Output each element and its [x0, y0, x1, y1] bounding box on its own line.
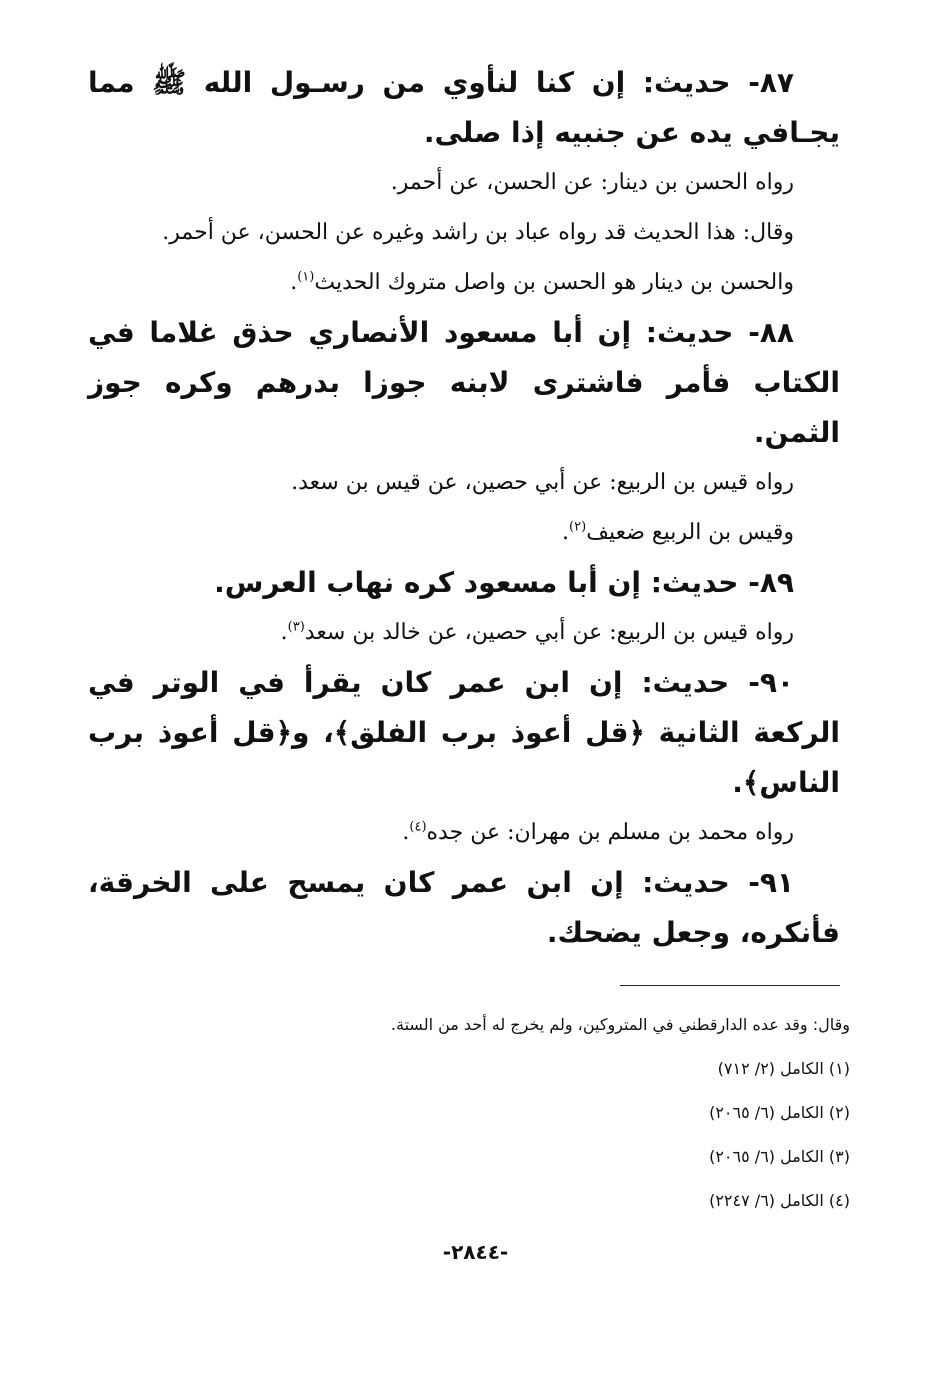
hadith-text: إن ابن عمر كان يمسح على الخرقة، فأنكره، وجعل يضحك. [88, 866, 840, 949]
hadith-label: حديث: [642, 66, 731, 99]
footnote-1: (١) الكامل (٢/ ٧١٢) [717, 1059, 850, 1078]
hadith-number: ٩٠- [748, 666, 795, 699]
note-text: والحسن بن دينار هو الحسن بن واصل متروك الحديث [314, 270, 794, 295]
footnote-marker: (١) [297, 269, 315, 285]
hadith-number: ٨٩- [748, 566, 794, 599]
note-text: رواه محمد بن مسلم بن مهران: عن جده [426, 820, 794, 845]
hadith-label: حديث: [645, 316, 734, 349]
page-number: -٢٨٤٤- [442, 1240, 509, 1264]
hadith-90 [88, 658, 840, 808]
footnote-continuation: وقال: وقد عده الدارقطني في المتروكين، ولم يخرج له أحد من الستة. [390, 1015, 850, 1034]
footnote-divider [620, 985, 840, 986]
footnote-marker: (٢) [569, 519, 587, 535]
footnote-marker: (٤) [409, 819, 427, 835]
hadith-text: إن كنا لنأوي من رسـول الله ﷺ مما يجـافي يده عن جنبيه إذا صلى. [88, 66, 840, 149]
narration-note [88, 258, 840, 308]
narration-note [88, 508, 840, 558]
narration-note: رواه قيس بن الربيع: عن أبي حصين، عن قيس بن سعد. [291, 470, 794, 495]
hadith-number: ٩١- [748, 866, 795, 899]
hadith-88 [88, 308, 840, 458]
note-text: رواه قيس بن الربيع: عن أبي حصين، عن خالد بن سعد [304, 620, 794, 645]
hadith-label: حديث: [641, 666, 730, 699]
hadith-87 [88, 58, 840, 158]
note-tail: . [402, 820, 410, 845]
footnotes [88, 1003, 850, 1223]
hadith-91 [88, 858, 840, 958]
note-tail: . [280, 620, 288, 645]
footnote-marker: (٣) [287, 619, 305, 635]
narration-note [88, 808, 840, 858]
note-tail: . [562, 520, 570, 545]
hadith-label: حديث: [642, 866, 730, 899]
hadith-89 [88, 558, 840, 608]
hadith-text: إن أبا مسعود كره نهاب العرس. [214, 566, 641, 599]
hadith-label: حديث: [650, 566, 739, 599]
hadith-number: ٨٨- [748, 316, 795, 349]
note-tail: . [290, 270, 298, 295]
footnote-2: (٢) الكامل (٦/ ٢٠٦٥) [709, 1103, 850, 1122]
narration-note [88, 608, 840, 658]
note-text: وقيس بن الربيع ضعيف [586, 520, 794, 545]
narration-note: رواه الحسن بن دينار: عن الحسن، عن أحمر. [390, 170, 794, 195]
hadith-text: إن أبا مسعود الأنصاري حذق غلاما في الكتاب فأمر فاشترى لابنه جوزا بدرهم وكره جوز الثمن. [88, 316, 840, 449]
hadith-text: إن ابن عمر كان يقرأ في الوتر في الركعة الثانية ﴿قل أعوذ برب الفلق﴾، و﴿قل أعوذ برب الناس﴾. [88, 666, 840, 799]
page-body [88, 58, 840, 958]
footnote-4: (٤) الكامل (٦/ ٢٢٤٧) [709, 1191, 850, 1210]
narration-note: وقال: هذا الحديث قد رواه عباد بن راشد وغيره عن الحسن، عن أحمر. [162, 220, 794, 245]
hadith-number: ٨٧- [748, 66, 795, 99]
footnote-3: (٣) الكامل (٦/ ٢٠٦٥) [709, 1147, 850, 1166]
